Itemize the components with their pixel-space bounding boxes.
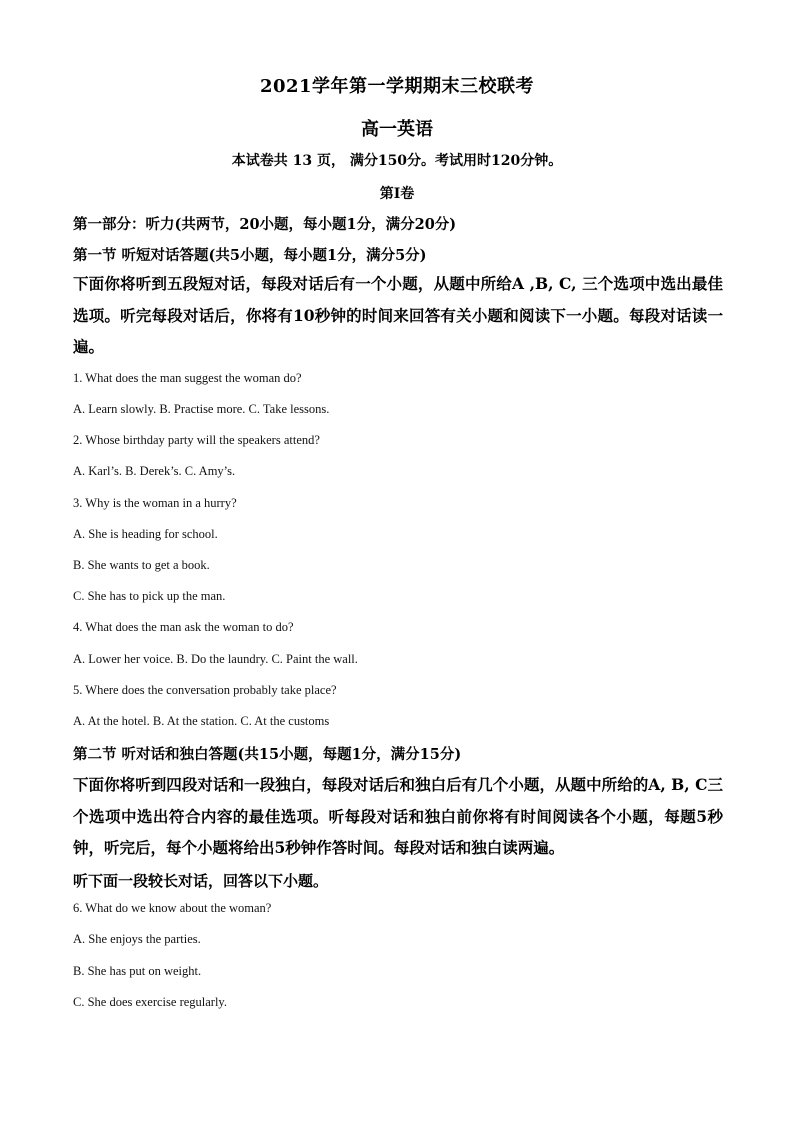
section2-subheading: 听下面一段较长对话，回答以下小题。: [73, 872, 329, 890]
answer-options: A. Karl’s. B. Derek’s. C. Amy’s.: [73, 464, 236, 478]
answer-option: A. She enjoys the parties.: [73, 932, 201, 946]
question-line: 1. What does the man suggest the woman do?: [73, 371, 302, 385]
part1-heading: 第一部分：听力(共两节，20小题，每小题1分，满分20分): [73, 216, 457, 233]
section2-heading: 第二节 听对话和独白答题(共15小题，每题1分，满分15分): [73, 746, 462, 763]
section1-heading: 第一节 听短对话答题(共5小题，每小题1分，满分5分): [73, 247, 427, 264]
answer-option: B. She wants to get a book.: [73, 558, 210, 572]
question-line: 6. What do we know about the woman?: [73, 901, 272, 915]
answer-option: C. She has to pick up the man.: [73, 589, 226, 603]
exam-subject: 高一英语: [361, 119, 433, 140]
answer-option: B. She has put on weight.: [73, 964, 202, 978]
question-line: 4. What does the man ask the woman to do?: [73, 620, 294, 634]
answer-option: C. She does exercise regularly.: [73, 995, 227, 1009]
volume-label: 第I卷: [379, 186, 415, 202]
answer-options: A. Learn slowly. B. Practise more. C. Take lessons.: [73, 402, 330, 416]
answer-options: A. At the hotel. B. At the station. C. At the customs: [73, 714, 330, 728]
question-line: 3. Why is the woman in a hurry?: [73, 496, 237, 510]
exam-title: 2021学年第一学期期末三校联考: [259, 76, 535, 97]
section2-instructions: 下面你将听到四段对话和一段独白，每段对话后和独白后有几个小题，从题中所给的A, B, C三个选项中选出符合内容的最佳选项。听每段对话和独白前你将有时间阅读各个小题，每题5秒钟，听完后，每个小题将给出5秒钟作答时间。每段对话和独白读两遍。: [73, 775, 723, 857]
section1-instructions: 下面你将听到五段短对话，每段对话后有一个小题，从题中所给A ,B, C, 三个选项中选出最佳选项。听完每段对话后，你将有10秒钟的时间来回答有关小题和阅读下一小题。每段对话读一遍。: [73, 274, 723, 356]
question-line: 2. Whose birthday party will the speakers attend?: [73, 433, 320, 447]
question-line: 5. Where does the conversation probably take place?: [73, 683, 337, 697]
answer-options: A. Lower her voice. B. Do the laundry. C. Paint the wall.: [73, 652, 358, 666]
exam-info: 本试卷共 13 页， 满分150分。考试用时120分钟。: [231, 153, 563, 169]
answer-option: A. She is heading for school.: [73, 527, 218, 541]
